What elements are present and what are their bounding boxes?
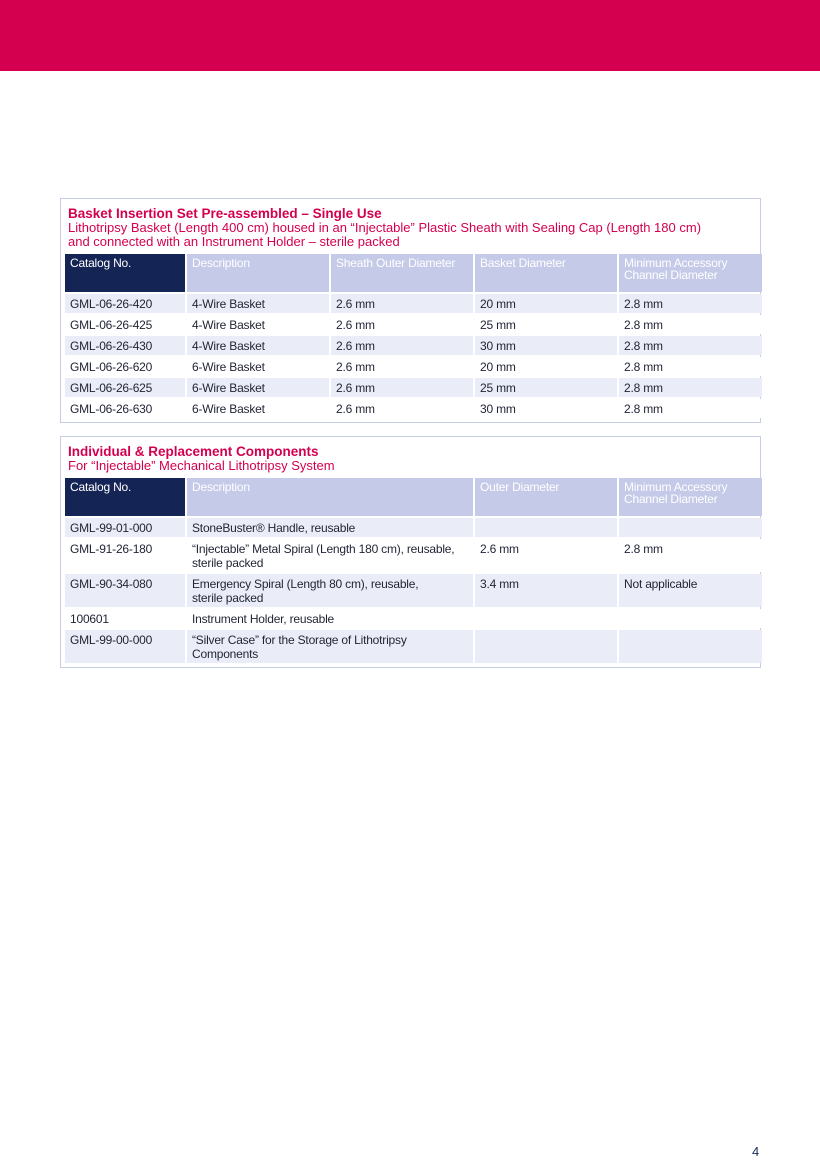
header-minimum-accessory-channel-diameter (619, 254, 762, 292)
cell-description (187, 539, 473, 572)
basket-insertion-table (63, 252, 764, 420)
description-line-2: sterile packed (192, 591, 264, 605)
cell-outer-diameter (475, 609, 617, 628)
cell-minimum-channel-diameter (619, 630, 762, 663)
cell-minimum-channel-diameter: 2.8 mm (619, 357, 762, 376)
cell-sheath-outer-diameter: 2.6 mm (331, 336, 473, 355)
cell-description (187, 630, 473, 663)
replacement-components-table (63, 476, 764, 665)
cell-catalog-no: GML-06-26-420 (65, 294, 185, 313)
header-description: Description (187, 254, 329, 292)
cell-sheath-outer-diameter: 2.6 mm (331, 357, 473, 376)
cell-minimum-channel-diameter (619, 518, 762, 537)
section-title: Individual & Replacement Components (68, 444, 319, 459)
cell-catalog-no: GML-06-26-630 (65, 399, 185, 418)
cell-catalog-no: 100601 (65, 609, 185, 628)
header-sheath-outer-diameter: Sheath Outer Diameter (331, 254, 473, 292)
cell-basket-diameter: 30 mm (475, 399, 617, 418)
top-brand-band (0, 0, 820, 71)
cell-description: 4-Wire Basket (187, 294, 329, 313)
description-line-2: sterile packed (192, 556, 264, 570)
cell-sheath-outer-diameter: 2.6 mm (331, 315, 473, 334)
cell-basket-diameter: 25 mm (475, 378, 617, 397)
description-line-1: Emergency Spiral (Length 80 cm), reusable, (192, 577, 419, 591)
header-outer-diameter: Outer Diameter (475, 478, 617, 516)
cell-basket-diameter: 30 mm (475, 336, 617, 355)
cell-sheath-outer-diameter: 2.6 mm (331, 294, 473, 313)
panel-header (63, 445, 758, 473)
table-row (65, 399, 762, 418)
cell-catalog-no: GML-06-26-625 (65, 378, 185, 397)
section-subtitle: For “Injectable” Mechanical Lithotripsy System (68, 458, 335, 473)
cell-minimum-channel-diameter: 2.8 mm (619, 399, 762, 418)
cell-minimum-channel-diameter: 2.8 mm (619, 294, 762, 313)
table-row (65, 574, 762, 607)
cell-description: 6-Wire Basket (187, 378, 329, 397)
table-row (65, 539, 762, 572)
cell-description: 4-Wire Basket (187, 315, 329, 334)
cell-minimum-channel-diameter (619, 609, 762, 628)
replacement-components-panel (60, 436, 761, 668)
table-row (65, 609, 762, 628)
section-subtitle-line-2: and connected with an Instrument Holder – sterile packed (68, 234, 400, 249)
cell-sheath-outer-diameter: 2.6 mm (331, 399, 473, 418)
cell-description: 4-Wire Basket (187, 336, 329, 355)
header-minimum-accessory-channel-diameter (619, 478, 762, 516)
cell-catalog-no: GML-06-26-425 (65, 315, 185, 334)
page-number: 4 (752, 1144, 760, 1159)
cell-catalog-no: GML-06-26-620 (65, 357, 185, 376)
cell-outer-diameter (475, 518, 617, 537)
cell-minimum-channel-diameter: Not applicable (619, 574, 762, 607)
cell-description: 6-Wire Basket (187, 357, 329, 376)
cell-catalog-no: GML-90-34-080 (65, 574, 185, 607)
section-title: Basket Insertion Set Pre-assembled – Single Use (68, 206, 382, 221)
cell-description (187, 574, 473, 607)
header-catalog-no: Catalog No. (65, 254, 185, 292)
cell-basket-diameter: 20 mm (475, 294, 617, 313)
header-line-1: Minimum Accessory (624, 480, 728, 494)
table-header-row (65, 478, 762, 516)
section-subtitle-line-1: Lithotripsy Basket (Length 400 cm) housed in an “Injectable” Plastic Sheath with Sealing Cap (Length 180 cm) (68, 220, 702, 235)
header-line-2: Channel Diameter (624, 268, 718, 282)
table-row (65, 315, 762, 334)
header-line-2: Channel Diameter (624, 492, 718, 506)
cell-minimum-channel-diameter: 2.8 mm (619, 539, 762, 572)
table-row (65, 336, 762, 355)
description-line-1: Instrument Holder, reusable (192, 612, 335, 626)
cell-minimum-channel-diameter: 2.8 mm (619, 315, 762, 334)
basket-insertion-set-panel (60, 198, 761, 423)
cell-catalog-no: GML-99-01-000 (65, 518, 185, 537)
cell-description: 6-Wire Basket (187, 399, 329, 418)
cell-description (187, 518, 473, 537)
header-description: Description (187, 478, 473, 516)
cell-outer-diameter: 2.6 mm (475, 539, 617, 572)
cell-minimum-channel-diameter: 2.8 mm (619, 378, 762, 397)
table-header-row (65, 254, 762, 292)
description-line-1: “Silver Case” for the Storage of Lithotripsy Components (192, 633, 407, 661)
cell-catalog-no: GML-99-00-000 (65, 630, 185, 663)
table-row (65, 518, 762, 537)
cell-description (187, 609, 473, 628)
header-line-1: Minimum Accessory (624, 256, 728, 270)
cell-minimum-channel-diameter: 2.8 mm (619, 336, 762, 355)
cell-outer-diameter (475, 630, 617, 663)
cell-catalog-no: GML-91-26-180 (65, 539, 185, 572)
cell-catalog-no: GML-06-26-430 (65, 336, 185, 355)
description-line-1: StoneBuster® Handle, reusable (192, 521, 356, 535)
table-row (65, 357, 762, 376)
header-basket-diameter: Basket Diameter (475, 254, 617, 292)
panel-header (63, 207, 758, 249)
table-row (65, 294, 762, 313)
cell-outer-diameter: 3.4 mm (475, 574, 617, 607)
header-catalog-no: Catalog No. (65, 478, 185, 516)
cell-sheath-outer-diameter: 2.6 mm (331, 378, 473, 397)
table-row (65, 630, 762, 663)
table-row (65, 378, 762, 397)
cell-basket-diameter: 20 mm (475, 357, 617, 376)
cell-basket-diameter: 25 mm (475, 315, 617, 334)
description-line-1: “Injectable” Metal Spiral (Length 180 cm), reusable, (192, 542, 455, 556)
